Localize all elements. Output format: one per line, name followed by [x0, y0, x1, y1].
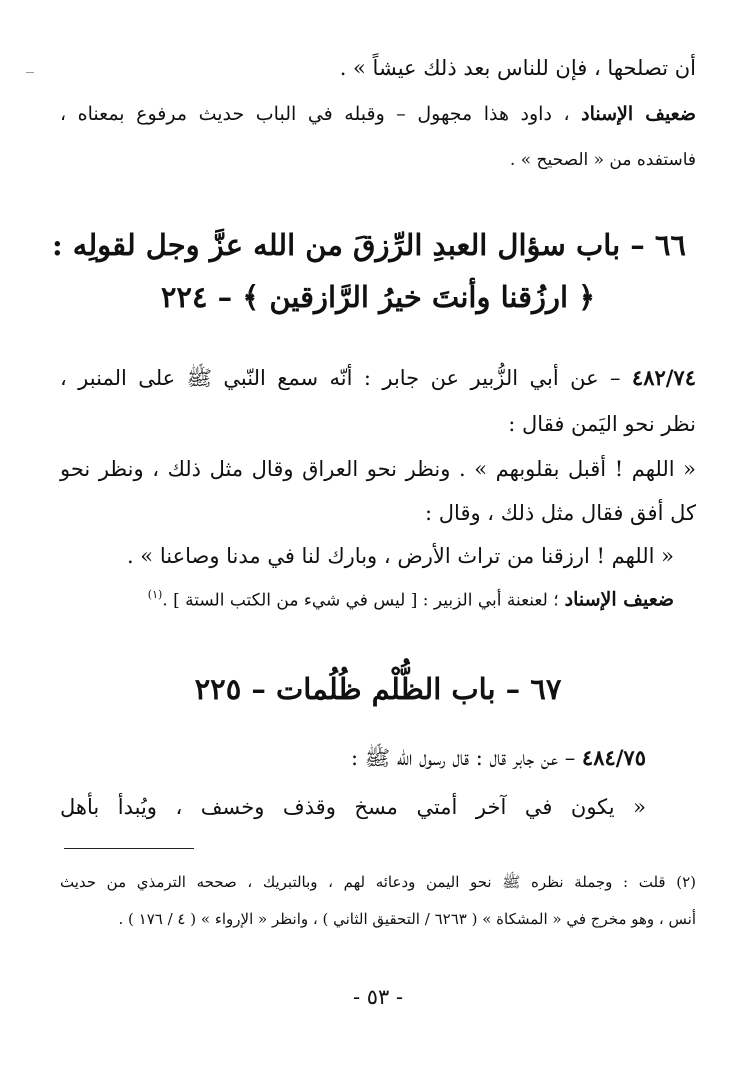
grade-text: ، داود هذا مجهول – وقبله في الباب حديث مرفوع بمعناه ، [60, 103, 570, 125]
hadith-75-text: – عن جابر قال : قال رسول الله ﷺ : [350, 746, 576, 770]
hadith-75-line: « يكون في آخر أمتي مسخ وقذف وخسف ، ويُبدأ بأهل [60, 795, 646, 819]
hadith-74-line: كل أفق فقال مثل ذلك ، وقال : [425, 501, 696, 525]
hadith-75-number: ٤٨٤/٧٥ [581, 745, 646, 770]
chapter-67-heading: ٦٧ – باب الظُّلْم ظُلُمات – ٢٢٥ [194, 672, 562, 706]
hadith-75-line [60, 745, 646, 776]
footnote-line: أنس ، وهو مخرج في « المشكاة » ( ٦٢٦٣ / التحقيق الثاني ) ، وانظر « الإرواء » ( ٤ / ١٧٦ ) . [118, 910, 696, 928]
grade-label: ضعيف الإسناد [564, 588, 674, 611]
page-number: - ٥٣ - [352, 985, 404, 1009]
hadith-74-line: « اللهم ! أقبل بقلوبهم » . ونظر نحو العراق وقال مثل ذلك ، ونظر نحو [60, 457, 696, 481]
text-line: فاستفده من « الصحيح » . [509, 150, 696, 170]
chapter-66-heading-verse: ﴿ ارزُقنا وأنتَ خيرُ الرَّازقين ﴾ – ٢٢٤ [160, 280, 596, 314]
grade-label: ضعيف الإسناد [581, 103, 696, 125]
grade-text: ؛ لعنعنة أبي الزبير : [ ليس في شيء من الكتب الستة ] . [162, 590, 559, 611]
grade-line [60, 103, 696, 125]
text-line: أن تصلحها ، فإن للناس بعد ذلك عيشاً » . [339, 56, 696, 80]
hadith-74-line: « اللهم ! ارزقنا من تراث الأرض ، وبارك لنا في مدنا وصاعنا » . [126, 544, 674, 568]
hadith-74-line: نظر نحو اليَمن فقال : [508, 412, 696, 436]
margin-mark [26, 72, 34, 73]
hadith-74-text: – عن أبي الزُّبير عن جابر : أنّه سمع النّبي ﷺ على المنبر ، [60, 366, 621, 390]
hadith-74-grade [60, 588, 674, 610]
chapter-66-heading: ٦٦ – باب سؤال العبدِ الرِّزقَ من الله عزَّ وجل لقولِه : [51, 228, 686, 262]
hadith-74-line [60, 365, 696, 396]
footnote-separator [64, 848, 194, 849]
footnote-ref: (١) [147, 588, 163, 601]
hadith-74-number: ٤٨٢/٧٤ [631, 365, 696, 390]
footnote-line: (٢) قلت : وجملة نظره ﷺ نحو اليمن ودعائه لهم ، وبالتبريك ، صححه الترمذي من حديث [60, 873, 696, 891]
